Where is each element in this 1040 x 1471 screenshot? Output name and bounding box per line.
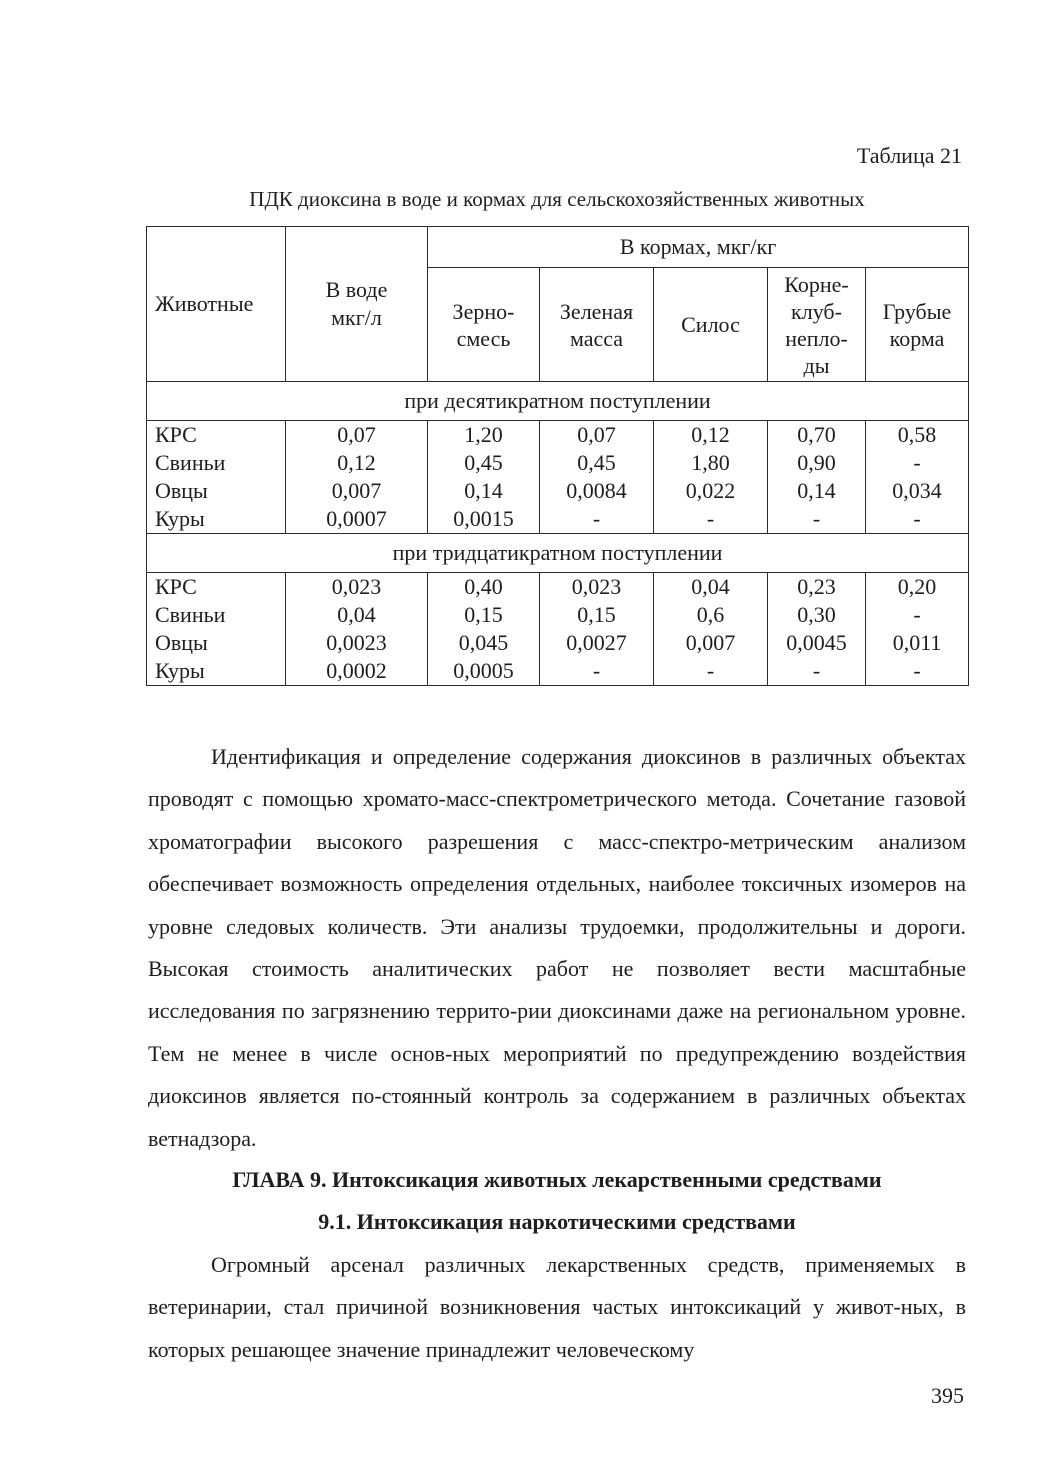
section-title: при десятикратном поступлении [147,382,969,421]
value-cell: 0,0005 [453,658,514,683]
header-line: непло- [785,325,848,351]
section-heading: 9.1. Интоксикация наркотическими средствами [318,1209,796,1234]
value-column-green [540,573,654,686]
value-cell: 0,23 [797,574,836,599]
header-animals: Животные [147,227,286,382]
value-cell: 0,0015 [453,506,514,531]
value-cell: 0,007 [331,478,382,503]
header-line: Грубые [882,298,952,324]
value-cell: 0,70 [797,422,836,447]
header-line: масса [569,325,624,351]
animal-name: Куры [155,506,205,531]
value-cell: - [812,506,821,531]
table-title: ПДК диоксина в воде и кормах для сельскохозяйственных животных [249,187,865,211]
animal-name: Свиньи [155,602,226,627]
header-line: Силос [681,312,740,337]
value-cell: 0,0045 [786,630,847,655]
header-feed-grain [428,268,540,382]
value-cell: 0,0023 [326,630,387,655]
value-cell: - [913,602,921,627]
value-cell: 1,80 [691,450,730,475]
value-cell: - [913,450,921,475]
value-cell: 0,07 [337,422,376,447]
value-cell: - [913,658,921,683]
body-paragraph-intro: Огромный арсенал различных лекарственных средств, применяемых в ветеринарии, стал причиной возникновения частых интоксикаций у живот-ных, в которых решающее значение принадлежит человеческому [148,1252,966,1362]
value-cell: 0,58 [897,422,937,447]
header-feed-roots [768,268,866,382]
header-line: клуб- [791,298,842,324]
animal-name: Овцы [155,478,208,503]
value-column-silage [654,421,768,534]
value-column-roughage [866,421,969,534]
value-cell: 0,90 [797,450,836,475]
value-cell: - [913,506,921,531]
value-cell: 0,023 [331,574,382,599]
header-line: Корне- [784,271,849,297]
value-cell: - [592,658,601,683]
header-feed-group: В кормах, мкг/кг [428,227,969,268]
value-cell: 0,12 [337,450,376,475]
value-cell: 0,15 [577,602,616,627]
animal-name: Свиньи [155,450,226,475]
animal-name: Овцы [155,630,208,655]
header-feed-silage [654,268,768,382]
header-line: корма [889,325,945,351]
value-cell: 0,07 [577,422,616,447]
animal-name: КРС [155,422,197,447]
value-column-water [286,421,428,534]
value-cell: - [706,658,715,683]
header-line: Зеленая [559,298,634,324]
chapter-heading: ГЛАВА 9. Интоксикация животных лекарственными средствами [232,1167,882,1192]
header-water-line: В воде [325,277,388,302]
value-cell: 0,034 [892,478,942,503]
value-cell: 0,20 [897,574,937,599]
value-cell: 0,15 [464,602,503,627]
value-column-green [540,421,654,534]
page-number: 395 [931,1383,964,1408]
value-cell: 0,0027 [566,630,627,655]
value-cell: 0,12 [691,422,730,447]
value-cell: 0,0084 [566,478,627,503]
value-cell: 0,0007 [326,506,387,531]
value-cell: 0,007 [685,630,736,655]
value-cell: - [592,506,601,531]
header-line: Зерно- [452,298,515,324]
value-cell: 0,011 [892,630,942,655]
header-feed-green [540,268,654,382]
table-number: Таблица 21 [856,143,962,168]
animals-cell [147,421,286,534]
value-cell: 0,40 [464,574,503,599]
header-water-line: мкг/л [331,305,382,330]
animals-cell [147,573,286,686]
value-cell: 0,30 [797,602,836,627]
value-column-roughage [866,573,969,686]
section-title: при тридцатикратном поступлении [147,534,969,573]
value-cell: 0,6 [696,602,725,627]
value-column-silage [654,573,768,686]
value-cell: 0,14 [797,478,836,503]
header-line: смесь [456,325,511,351]
value-cell: 0,022 [685,478,736,503]
value-cell: 0,023 [571,574,622,599]
value-column-roots [768,573,866,686]
value-cell: 0,45 [577,450,616,475]
header-line: ды [803,352,830,378]
value-column-roots [768,421,866,534]
value-cell: 0,0002 [326,658,387,683]
value-cell: 1,20 [464,422,503,447]
value-column-water [286,573,428,686]
value-cell: 0,04 [691,574,730,599]
value-cell: 0,14 [464,478,503,503]
value-cell: 0,45 [464,450,503,475]
header-water [286,227,428,382]
value-cell: - [812,658,821,683]
value-cell: - [706,506,715,531]
value-cell: 0,04 [337,602,376,627]
header-feed-roughage [866,268,969,382]
animal-name: Куры [155,658,205,683]
dioxin-limits-table [146,226,969,686]
value-column-grain [428,573,540,686]
animal-name: КРС [155,574,197,599]
value-column-grain [428,421,540,534]
body-paragraph-analysis: Идентификация и определение содержания диоксинов в различных объектах проводят с помощью хромато-масс-спектрометрического метода. Сочетание газовой хроматографии высокого разрешения с масс-спектро-метрическим анализом обеспечивает возможность определения отдельных, наиболее токсичных изомеров на уровне следовых количеств. Эти анализы трудоемки, продолжительны и дороги. Высокая стоимость аналитических работ не позволяет вести масштабные исследования по загрязнению террито-рии диоксинами даже на региональном уровне. Тем не менее в числе основ-ных мероприятий по предупреждению воздействия диоксинов является по-стоянный контроль за содержанием в различных объектах ветнадзора. [148,744,966,1151]
value-cell: 0,045 [458,630,509,655]
